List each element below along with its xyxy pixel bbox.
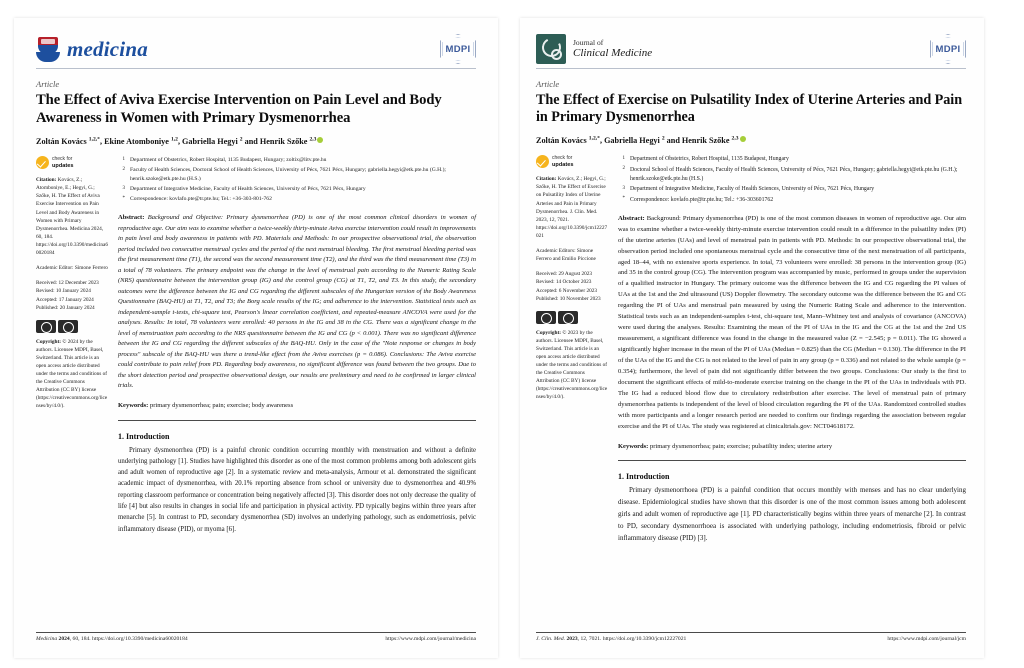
body-right [536,155,966,544]
affiliation-item [118,156,476,165]
publication-dates-right [536,270,608,304]
footer-url-right[interactable]: https://www.mdpi.com/journal/jcm [887,636,966,642]
author-list-right [536,136,966,146]
abstract-text-left: Background and Objective: Primary dysmenorrhea (PD) is one of the most common clinical disorders in women of reproductive age. Our aim was to examine whether a twice-weekly thirty-minute Aviva exercise intervention could result in improvements in pain level and body awareness in patients with PD. Materials and Methods: In our prospective observational trial, the observation period included two consecutive menstrual cycles and the period of the next menstrual bleeding. The first menstrual bleeding period was the first measurement time (T1), the second was the second measurement time (T2), and the third was the third measurement time (T3) in a total of 78 volunteers. The primary endpoint was the change in the level of menstrual pain according to the Numeric Rating Scale (NRS) questionnaire between the intervention group (IG) and the control group (CG) at T1, T2, and T3. In this study, the secondary outcomes were the difference between the IG and CG regarding the different subscales of the Hungarian version of the Body Awareness Questionnaire (BAQ-HU) at T1, T2, and T3; the Borg scale results of the IG; and adherence to the intervention. Statistical tests such as independent-sample t-tests, chi-square test, Pearson's linear correlation coefficient, and repeated-measure ANCOVA were used for the analyses. Results: In total, 78 volunteers were enrolled: 40 persons in the IG and 38 in the CG. There was a significant change in the level of menstruation pain according to the NRS questionnaire between the IG and CG (p < 0.001). There was no significant difference between the IG and CG regarding the different subscales of the BAQ-HU. Only in the case of the "Note response or changes in body process" subscale of the BAQ-HU was there a trend-like effect from the Aviva exercises (p = 0.086). Conclusions: The Aviva exercise could contribute to pain relief from PD. Regarding body awareness, no significant difference was found between the two groups. Due to the short detection period and prospective observational design, our results are preliminary and need to be confirmed in larger clinical trials. [118,214,477,390]
citation-label-left: Citation: [36,177,57,184]
publication-date: Revised: 10 January 2024 [36,288,91,295]
page-title-left: The Effect of Aviva Exercise Intervention on Pain Level and Body Awareness in Women with Primary Dysmenorrhea [36,92,442,126]
affiliation-marker: 1 [122,156,125,162]
paper-right-sheet [520,18,984,658]
stethoscope-logo-icon [536,34,566,64]
affiliation-item [618,166,966,184]
journal-title-jcm-line1: Journal of [573,37,604,47]
medicina-mortar-logo-icon [36,37,60,62]
affiliation-marker: * [122,195,125,201]
publication-date: Accepted: 17 January 2024 [36,296,94,303]
footer-left [36,632,476,642]
copyright-text-left: © 2024 by the authors. Licensee MDPI, Basel, Switzerland. This article is an open access article distributed under the terms and conditions of the Creative Commons Attribution (CC BY) license (https://creativecommons.org/licenses/by/4.0/). [36,338,108,409]
affiliations-right [618,155,966,204]
abstract-label-left: Abstract: [118,214,145,222]
journal-brand-medicina [36,37,148,62]
affiliation-text: Department of Integrative Medicine, Faculty of Health Sciences, University of Pécs, 7621 Pécs, Hungary [130,186,366,193]
publication-date: Published: 10 November 2023 [536,296,601,303]
copyright-text-right: © 2023 by the authors. Licensee MDPI, Basel, Switzerland. This article is an open access article distributed under the terms and conditions of the Creative Commons Attribution (CC BY) license (https://creativecommons.org/licenses/by/4.0/). [536,329,608,400]
affiliation-item [118,166,476,183]
abstract-left [118,213,476,392]
abstract-right [618,214,966,433]
keywords-label-right: Keywords: [618,442,649,450]
footer-rest-right: , 12, 7021. https://doi.org/10.3390/jcm12227021 [577,636,687,642]
checkmark-icon-left [36,156,49,169]
publication-date: Published: 20 January 2024 [36,305,95,312]
affiliation-item [618,155,966,164]
copyright-label-left: Copyright: [36,338,62,345]
publication-date: Accepted: 6 November 2023 [536,287,598,294]
publication-date: Revised: 14 October 2023 [536,279,592,286]
abstract-text-right: Background: Primary dysmenorrhea (PD) is one of the most common diseases in women of reproductive age. Our aim was to examine whether a twice-weekly thirty-minute exercise intervention could result in a difference in the pulsatility index (PI) of the uterine arteries (UAs) and level of menstrual pain in patients with PD. Methods: In our prospective observational trial, the observation period included one spontaneous menstrual cycle and the consecutive time of the next menstruation of all participants, aged 18–44, with no extensive sports experience. In total, 73 volunteers were enrolled: 38 persons in the intervention group (IG) and 35 in the control group (CG). The intervention program was accompanied by music, performed in groups under the supervision of a qualified instructor in Hungary. The primary outcome was the difference between the IG and CG regarding the PI values of UAs at the 1st and the 2nd ultrasound (US) Doppler flowmetry. The secondary outcome was the difference between the IG and CG regarding the PI of UAs and menstrual pain measured by using the Numeric Rating Scale and adherence to the intervention. Statistical tests such as an independent-samples t-test, chi-square test, Mann–Whitney test and analysis of covariance (ANCOVA) were used during the analyses. Results: Examining the mean of the PI of UAs in the IG and the CG at the 1st and the 2nd US measurement, a significant difference was found in the change in the measured value (Z = −2.545; p = 0.011). The IG showed a significantly higher increase in the mean of the PI of UAs (Median = 0.825) than the CG (Median = 0.130). The difference in the PI of the UAs of the IG and the CG is not related to the level of pain in any group (p = 0.336) and not related to the whole sample (p = 0.354); furthermore, the level of pain did not significantly differ between the two groups. Conclusions: Our study is the first to document the significant effects of mild-to-moderate exercise training on the change in the PI of the UAs in individuals with PD. The IG had a reduced blood flow due to circulatory redistribution after exercise. The level of menstrual pain of primary dysmenorrhea patients is independent of the level of blood circulation regarding the PI of the UAs. Randomized controlled studies with more participants and a longer research period are needed to confirm our findings regarding the association between regular exercise and the PI of UAs. The study was registered at clinicaltrials.gov: NCT04618172. [618,214,966,430]
paper-left-sheet [14,18,498,658]
footer-citation-left [36,636,188,642]
citation-text-right: Kovács, Z.; Hegyi, G.; Szőke, H. The Effect of Exercise on Pulsatility Index of Uterine Arteries and Pain in Primary Dysmenorrhea. J. Clin. Med. 2023, 12, 7021. https://doi.org/10.3390/jcm12227021 [536,176,608,239]
academic-editor-right: Academic Editors: Simone Ferrero and Emilio Piccione [536,247,596,262]
keywords-left [118,401,476,411]
affiliation-item [618,185,966,194]
mdpi-label-right: MDPI [935,43,961,55]
creative-commons-badge-right [536,311,578,324]
affiliation-item [618,196,966,205]
affiliation-marker: 2 [622,166,625,172]
affiliation-text: Correspondence: kovlafo.pte@tr.pte.hu; Tel.: +36-303-801-762 [130,196,272,203]
publication-date: Received: 29 August 2023 [536,270,593,277]
footer-divider-left [36,632,476,633]
footer-right [536,632,966,642]
creative-commons-badge-left [36,320,78,333]
affiliation-marker: 1 [622,155,625,161]
publication-dates-left [36,279,108,313]
citation-label-right: Citation: [536,176,557,183]
footer-journal-right: J. Clin. Med. [536,636,566,642]
orcid-icon-right[interactable] [740,136,746,142]
check-for-updates-badge-right[interactable] [536,155,608,168]
article-type-left: Article [36,79,60,89]
main-column-right [618,155,966,544]
author-list-left [36,137,476,147]
publication-date: Received: 12 December 2023 [36,279,99,286]
intro-paragraph-right: Primary dysmenorrhoea (PD) is a painful condition that occurs monthly with menses and has no clear underlying disease. Epidemiological studies have shown that this disorder is one of the most common issues among both adolescent girls and adult women of reproductive age [1]. PD characteristically begins within three years of menarche [2]. In contrast to PD, secondary dysmenorrhoea is associated with underlying pathology, including endometriosis, fibroid or pelvic inflammatory disease (PID) [3]. [618,486,966,542]
page-title-right: The Effect of Exercise on Pulsatility Index of Uterine Arteries and Pain in Primary Dysmenorrhea [536,92,963,126]
footer-url-left[interactable]: https://www.mdpi.com/journal/medicina [385,636,476,642]
footer-journal-left: Medicina [36,636,58,642]
paper-right [512,0,1024,668]
affiliation-text: Department of Obstetrics, Robert Hospital, 1135 Budapest, Hungary; zoltix@litv.pte.hu [130,157,327,164]
academic-editor-left: Academic Editor: Simone Ferrero [36,264,108,271]
copyright-block-right [536,329,608,401]
masthead-divider-right [536,68,966,69]
affiliation-text: Department of Integrative Medicine, Faculty of Health Sciences, University of Pécs, 7621 Pécs, Hungary [630,186,875,193]
footer-year-left: 2024 [58,636,70,642]
check-updates-line1-right: check for [552,155,573,162]
orcid-icon-left[interactable] [317,137,323,143]
masthead-divider-left [36,68,476,69]
intro-paragraph-left: Primary dysmenorrhea (PD) is a painful chronic condition occurring monthly with menstruation and without a definite underlying pathology [1]. Studies have highlighted this disorder as one of the most common problems among both adolescent girls and adult women of reproductive age [2]. In a systematic review and meta-analysis, Armour et al. demonstrated the significant academic impact of dysmenorrhea, with 20.1% reporting absence from school or university due to dysmenorrhea and 40.9% reporting classroom performance or concentration being negatively affected [3]. This disorder does not only decrease the quality of life [4] but also results in changes in social life and participation in physical activity. PD typically begins within three years after menarche [5]. In contrast to PD, secondary dysmenorrhea (SD) involves an underlying pathology, such as endometriosis, pelvic inflammatory disease (PID), or myoma [6]. [118,446,476,533]
abstract-label-right: Abstract: [618,214,645,222]
journal-title-medicina: medicina [67,36,148,61]
masthead-left [36,32,476,66]
citation-block-right [536,175,608,239]
affiliation-text: Faculty of Health Sciences, Doctoral School of Health Sciences, University of Pécs, 7621 Pécs, Hungary; gabriella.hegyi@etk.pte.hu (G.H.); henrik.szoke@etk.pte.hu (H.S.) [130,167,446,183]
affiliation-item [118,185,476,194]
check-updates-line2-right: updates [552,161,574,168]
mdpi-hexagon-logo-icon-right [930,34,966,64]
article-type-right: Article [536,79,560,89]
affiliation-item [118,195,476,204]
copyright-block-left [36,338,108,410]
journal-title-jcm-line2: Clinical Medicine [573,47,653,60]
affiliation-marker: 2 [122,166,125,172]
mdpi-hexagon-logo-icon [440,34,476,64]
affiliation-marker: * [622,196,625,202]
affiliations-left [118,156,476,204]
journal-brand-jcm [536,34,652,64]
check-updates-line1-left: check for [52,156,73,162]
keywords-text-left: primary dysmenorrhea; pain; exercise; body awareness [149,401,294,409]
metadata-rail-right [536,155,608,544]
footer-year-right: 2023 [566,636,578,642]
affiliation-marker: 3 [122,185,125,191]
keywords-right [618,442,966,452]
check-for-updates-badge-left[interactable] [36,156,108,169]
section-divider-left [118,420,476,421]
affiliation-text: Department of Obstetrics, Robert Hospital, 1135 Budapest, Hungary [630,156,789,163]
citation-text-left: Kovács, Z.; Atomboniye, E.; Hegyi, G.; Szőke, H. The Effect of Aviva Exercise Intervention on Pain Level and Body Awareness in Women with Primary Dysmenorrhea. Medicina 2024, 60, 184. https://doi.org/10.3390/medicina60020184 [36,177,108,256]
copyright-label-right: Copyright: [536,329,562,336]
affiliation-text: Correspondence: kovlafo.pte@tr.pte.hu; Tel.: +36-303601762 [630,196,774,203]
masthead-right [536,32,966,66]
section-heading-right: 1. Introduction [618,472,670,482]
affiliation-marker: 3 [622,185,625,191]
main-column-left [118,156,476,535]
keywords-label-left: Keywords: [118,401,149,409]
footer-divider-right [536,632,966,633]
check-updates-line2-left: updates [52,162,74,169]
body-left [36,156,476,535]
checkmark-icon-right [536,155,549,168]
section-divider-right [618,460,966,461]
section-heading-left: 1. Introduction [118,431,170,441]
affiliation-text: Doctoral School of Health Sciences, Faculty of Health Sciences, University of Pécs, 7621 Pécs, Hungary; gabriella.hegyi@etk.pte.hu (G.H.); henrik.szoke@etk.pte.hu (H.S.) [630,166,958,182]
keywords-text-right: primary dysmenorrhea; pain; exercise; pulsatility index; uterine artery [649,442,833,450]
author-names-left: Zoltán Kovács $^{1,2,*}$, Ekine Atomboniye $^{1,2}$, Gabriella Hegyi $^2$ and Henrik Szőke $^{2,3}$ [36,136,317,147]
metadata-rail-left [36,156,108,535]
author-names-right: Zoltán Kovács $^{1,2,*}$, Gabriella Hegyi $^2$ and Henrik Szőke $^{2,3}$ [536,135,739,146]
footer-citation-right [536,636,686,642]
footer-rest-left: , 60, 184. https://doi.org/10.3390/medicina60020184 [69,636,188,642]
citation-block-left [36,176,108,256]
mdpi-label: MDPI [445,43,471,55]
